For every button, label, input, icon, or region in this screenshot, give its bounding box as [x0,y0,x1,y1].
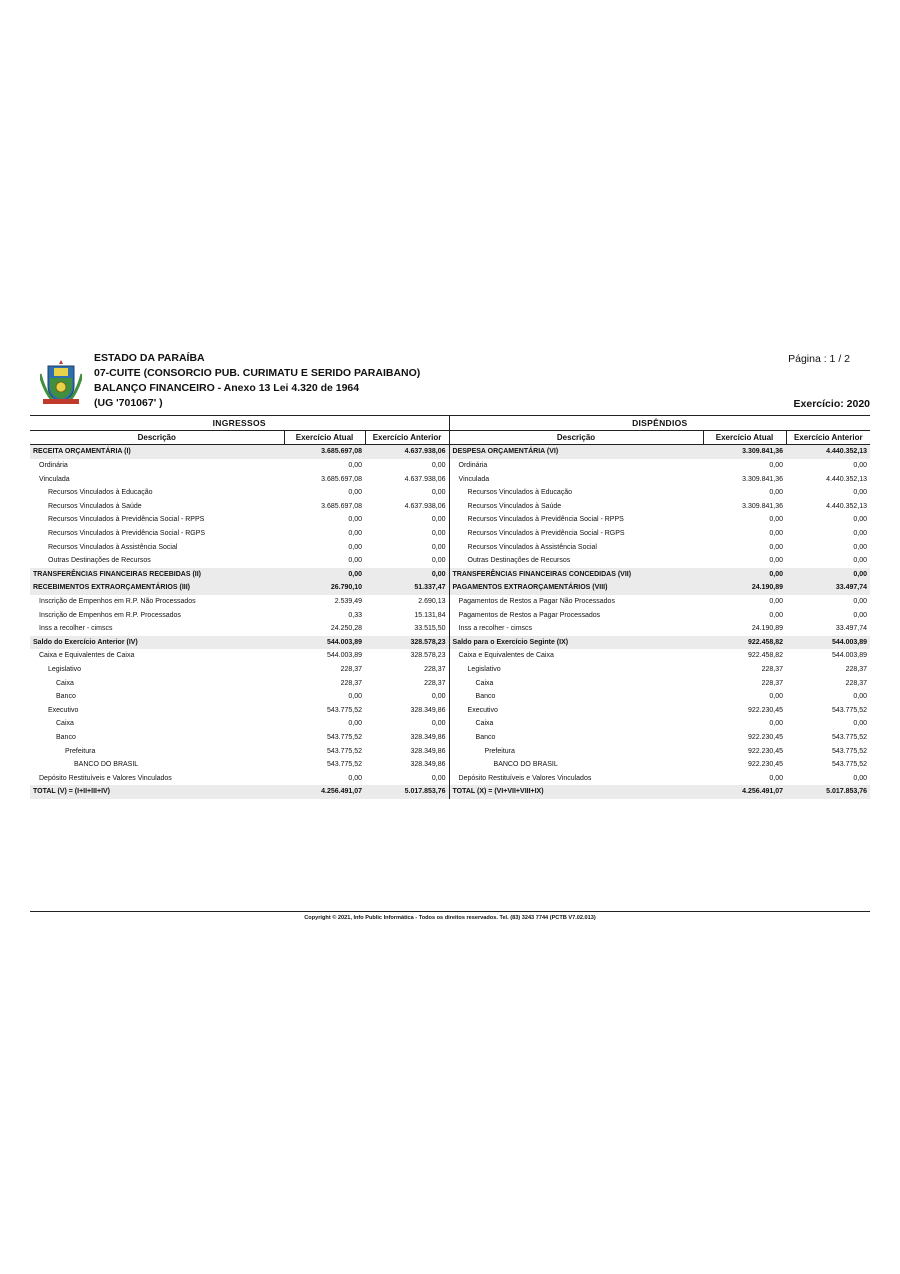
copyright-text: Copyright © 2021, Info Public Informática - Todos os direitos reservados. Tel. (83) 3243 7744 (PCTB V7.02.013) [304,915,596,921]
cell-atual-left: 3.685.697,08 [321,475,362,483]
col-atual-left: Exercício Atual [284,430,365,445]
cell-anterior-right: 543.775,52 [832,706,868,714]
table-row [30,486,870,500]
cell-atual-right: 3.309.841,36 [742,475,784,483]
cell-anterior-right: 0,00 [853,530,868,538]
table-row [30,608,870,622]
page-number: Página : 1 / 2 [788,353,850,365]
financial-balance-table [30,415,870,799]
cell-atual-left: 228,37 [340,665,362,673]
cell-anterior-left: 328.349,86 [410,761,446,769]
cell-desc-right: Inss a recolher - cimscs [449,622,703,636]
cell-atual-left: 0,00 [348,530,362,538]
cell-anterior-right: 0,00 [853,462,868,470]
cell-atual-left: 26.790,10 [284,581,365,595]
cell-desc-right: Recursos Vinculados à Previdência Social - RPPS [449,513,703,527]
cell-atual-right: 0,00 [769,774,784,782]
cell-desc-left: Banco [56,693,76,701]
footer-divider [30,911,870,912]
cell-atual-left: 0,00 [348,557,362,565]
cell-anterior-left: 328.349,86 [410,706,446,714]
cell-atual-left: 543.775,52 [326,747,362,755]
cell-atual-right: 0,00 [769,516,784,524]
cell-anterior-left: 328.578,23 [410,652,446,660]
cell-anterior-left: 33.515,50 [414,625,446,633]
cell-desc-right: DESPESA ORÇAMENTÁRIA (VI) [449,445,703,459]
cell-anterior-right: 0,00 [853,489,868,497]
cell-anterior-left: 4.637.938,06 [365,445,449,459]
cell-desc-left: Caixa [56,679,74,687]
cell-anterior-left: 4.637.938,06 [404,475,446,483]
cell-desc-right: Saldo para o Exercício Seginte (IX) [449,636,703,650]
ug-code: (UG '701067' ) [94,397,163,409]
cell-desc-right: Banco [449,731,703,745]
cell-anterior-left: 328.349,86 [410,747,446,755]
cell-desc-right: Recursos Vinculados à Previdência Social - RGPS [449,527,703,541]
cell-atual-left: 0,00 [348,693,362,701]
cell-atual-right: 24.190,89 [751,625,784,633]
cell-desc-left: Executivo [48,706,79,714]
cell-desc-left: RECEITA ORÇAMENTÁRIA (I) [30,445,284,459]
col-atual-right: Exercício Atual [703,430,786,445]
cell-atual-right: 24.190,89 [703,581,786,595]
cell-atual-left: 543.775,52 [326,706,362,714]
cell-anterior-right: 228,37 [845,665,868,673]
cell-desc-left: Caixa e Equivalentes de Caixa [39,652,135,660]
cell-anterior-left: 0,00 [431,462,446,470]
cell-desc-left: Ordinária [39,462,68,470]
cell-atual-left: 0,00 [348,774,362,782]
cell-anterior-left: 2.690,13 [418,598,446,606]
cell-atual-right: 922.230,45 [747,761,784,769]
cell-desc-left: Recursos Vinculados à Previdência Social - RGPS [48,530,206,538]
cell-desc-left: Recursos Vinculados à Previdência Social - RPPS [48,516,205,524]
cell-anterior-left: 4.637.938,06 [404,502,446,510]
cell-atual-left: 0,00 [348,462,362,470]
cell-anterior-right: 543.775,52 [832,747,868,755]
paraiba-coat-of-arms-icon [40,360,82,404]
dispendios-title: DISPÊNDIOS [449,416,870,431]
cell-atual-right: 3.309.841,36 [703,445,786,459]
cell-atual-right: 0,00 [769,530,784,538]
table-row [30,527,870,541]
table-row [30,771,870,785]
cell-anterior-right: 544.003,89 [832,652,868,660]
cell-atual-left: 544.003,89 [326,652,362,660]
table-row [30,649,870,663]
cell-desc-right: Recursos Vinculados à Educação [449,486,703,500]
cell-atual-right: 922.230,45 [747,733,784,741]
cell-atual-left: 544.003,89 [284,636,365,650]
cell-atual-right: 228,37 [761,679,784,687]
cell-anterior-right: 4.440.352,13 [826,502,868,510]
cell-atual-left: 0,00 [284,568,365,582]
cell-desc-left: Inscrição de Empenhos em R.P. Processados [39,611,181,619]
cell-atual-right: 0,00 [703,568,786,582]
cell-desc-right: TRANSFERÊNCIAS FINANCEIRAS CONCEDIDAS (VII) [449,568,703,582]
table-row [30,595,870,609]
table-row [30,459,870,473]
table-row [30,717,870,731]
table-row [30,690,870,704]
cell-desc-right: Pagamentos de Restos a Pagar Processados [449,608,703,622]
cell-anterior-left: 228,37 [424,665,446,673]
col-anterior-left: Exercício Anterior [365,430,449,445]
table-row [30,554,870,568]
table-row [30,663,870,677]
cell-anterior-left: 0,00 [431,516,446,524]
cell-atual-left: 3.685.697,08 [321,502,362,510]
cell-atual-left: 4.256.491,07 [284,785,365,799]
cell-atual-right: 0,00 [769,720,784,728]
cell-anterior-right: 543.775,52 [832,761,868,769]
cell-atual-left: 0,00 [348,489,362,497]
cell-atual-right: 0,00 [769,611,784,619]
cell-anterior-right: 0,00 [853,720,868,728]
cell-desc-right: Recursos Vinculados à Assistência Social [449,540,703,554]
cell-atual-right: 0,00 [769,489,784,497]
cell-desc-left: Saldo do Exercício Anterior (IV) [30,636,284,650]
cell-anterior-left: 51.337,47 [365,581,449,595]
cell-atual-right: 0,00 [769,543,784,551]
cell-anterior-left: 328.578,23 [365,636,449,650]
ingressos-title: INGRESSOS [30,416,449,431]
cell-anterior-left: 0,00 [431,693,446,701]
cell-anterior-left: 328.349,86 [410,733,446,741]
cell-anterior-left: 15.131,84 [414,611,446,619]
cell-atual-left: 0,33 [348,611,362,619]
report-header [30,352,870,412]
cell-atual-right: 922.230,45 [747,747,784,755]
cell-desc-left: Vinculada [39,475,70,483]
table-row [30,622,870,636]
cell-anterior-left: 0,00 [431,774,446,782]
cell-desc-left: Caixa [56,720,74,728]
cell-anterior-right: 0,00 [853,543,868,551]
table-row [30,758,870,772]
col-descricao-left: Descrição [30,430,284,445]
cell-desc-left: Recursos Vinculados à Assistência Social [48,543,178,551]
cell-atual-left: 543.775,52 [326,761,362,769]
cell-atual-right: 0,00 [769,557,784,565]
table-row [30,472,870,486]
cell-desc-right: TOTAL (X) = (VI+VII+VIII+IX) [449,785,703,799]
cell-anterior-right: 0,00 [853,611,868,619]
cell-anterior-left: 0,00 [431,543,446,551]
cell-anterior-left: 0,00 [365,568,449,582]
table-row [30,581,870,595]
cell-desc-right: Caixa [449,676,703,690]
cell-desc-right: PAGAMENTOS EXTRAORÇAMENTÁRIOS (VIII) [449,581,703,595]
cell-atual-right: 922.230,45 [747,706,784,714]
cell-atual-right: 4.256.491,07 [703,785,786,799]
cell-desc-left: TOTAL (V) = (I+II+III+IV) [30,785,284,799]
exercise-year: Exercício: 2020 [793,398,870,410]
cell-anterior-right: 0,00 [853,598,868,606]
cell-desc-right: Banco [449,690,703,704]
cell-anterior-right: 33.497,74 [835,625,868,633]
cell-desc-left: Outras Destinações de Recursos [48,557,151,565]
cell-desc-left: Inscrição de Empenhos em R.P. Não Processados [39,598,196,606]
cell-desc-right: Pagamentos de Restos a Pagar Não Processados [449,595,703,609]
cell-anterior-right: 228,37 [845,679,868,687]
cell-desc-right: Vinculada [449,472,703,486]
cell-desc-left: BANCO DO BRASIL [74,761,139,769]
table-row [30,540,870,554]
table-row [30,568,870,582]
cell-atual-left: 2.539,49 [334,598,362,606]
cell-desc-right: Recursos Vinculados à Saúde [449,500,703,514]
col-anterior-right: Exercício Anterior [786,430,870,445]
cell-anterior-right: 0,00 [853,693,868,701]
cell-desc-right: Ordinária [449,459,703,473]
cell-atual-left: 543.775,52 [326,733,362,741]
cell-anterior-left: 228,37 [424,679,446,687]
cell-atual-right: 922.458,82 [703,636,786,650]
table-row [30,676,870,690]
cell-anterior-right: 544.003,89 [786,636,870,650]
report-title: BALANÇO FINANCEIRO - Anexo 13 Lei 4.320 de 1964 [94,382,360,394]
table-row [30,513,870,527]
cell-atual-left: 0,00 [348,516,362,524]
cell-desc-left: Inss a recolher - cimscs [39,625,113,633]
cell-desc-right: Caixa e Equivalentes de Caixa [449,649,703,663]
cell-anterior-right: 0,00 [853,557,868,565]
cell-desc-left: Recursos Vinculados à Saúde [48,502,142,510]
cell-desc-left: Recursos Vinculados à Educação [48,489,153,497]
cell-desc-left: Legislativo [48,665,82,673]
cell-desc-right: Prefeitura [449,744,703,758]
cell-atual-left: 3.685.697,08 [284,445,365,459]
table-body [30,445,870,799]
cell-anterior-right: 0,00 [853,516,868,524]
cell-anterior-right: 0,00 [786,568,870,582]
table-row [30,731,870,745]
cell-anterior-left: 0,00 [431,557,446,565]
cell-anterior-right: 33.497,74 [786,581,870,595]
cell-desc-left: TRANSFERÊNCIAS FINANCEIRAS RECEBIDAS (II) [30,568,284,582]
entity-name: 07-CUITE (CONSORCIO PUB. CURIMATU E SERIDO PARAIBANO) [94,367,421,379]
table-row [30,703,870,717]
cell-anterior-right: 0,00 [853,774,868,782]
cell-anterior-left: 0,00 [431,489,446,497]
cell-atual-right: 0,00 [769,462,784,470]
cell-desc-right: Outras Destinações de Recursos [449,554,703,568]
cell-atual-right: 228,37 [761,665,784,673]
cell-atual-right: 0,00 [769,598,784,606]
cell-atual-left: 228,37 [340,679,362,687]
cell-desc-left: Prefeitura [65,747,96,755]
cell-atual-left: 24.250,28 [330,625,362,633]
cell-atual-right: 0,00 [769,693,784,701]
col-descricao-right: Descrição [449,430,703,445]
cell-atual-right: 922.458,82 [747,652,784,660]
cell-anterior-right: 543.775,52 [832,733,868,741]
cell-anterior-right: 4.440.352,13 [786,445,870,459]
cell-anterior-right: 5.017.853,76 [786,785,870,799]
cell-atual-left: 0,00 [348,720,362,728]
cell-desc-left: Depósito Restituíveis e Valores Vinculados [39,774,172,782]
cell-desc-right: BANCO DO BRASIL [449,758,703,772]
cell-desc-left: RECEBIMENTOS EXTRAORÇAMENTÁRIOS (III) [30,581,284,595]
cell-anterior-right: 4.440.352,13 [826,475,868,483]
cell-anterior-left: 5.017.853,76 [365,785,449,799]
table-row [30,500,870,514]
cell-atual-left: 0,00 [348,543,362,551]
state-name: ESTADO DA PARAÍBA [94,352,205,364]
cell-anterior-left: 0,00 [431,530,446,538]
table-row [30,636,870,650]
table-row [30,445,870,459]
cell-desc-right: Executivo [449,703,703,717]
cell-desc-right: Depósito Restituíveis e Valores Vinculados [449,771,703,785]
cell-atual-right: 3.309.841,36 [742,502,784,510]
cell-desc-right: Legislativo [449,663,703,677]
cell-anterior-left: 0,00 [431,720,446,728]
table-row [30,785,870,799]
table-row [30,744,870,758]
cell-desc-left: Banco [56,733,76,741]
cell-desc-right: Caixa [449,717,703,731]
